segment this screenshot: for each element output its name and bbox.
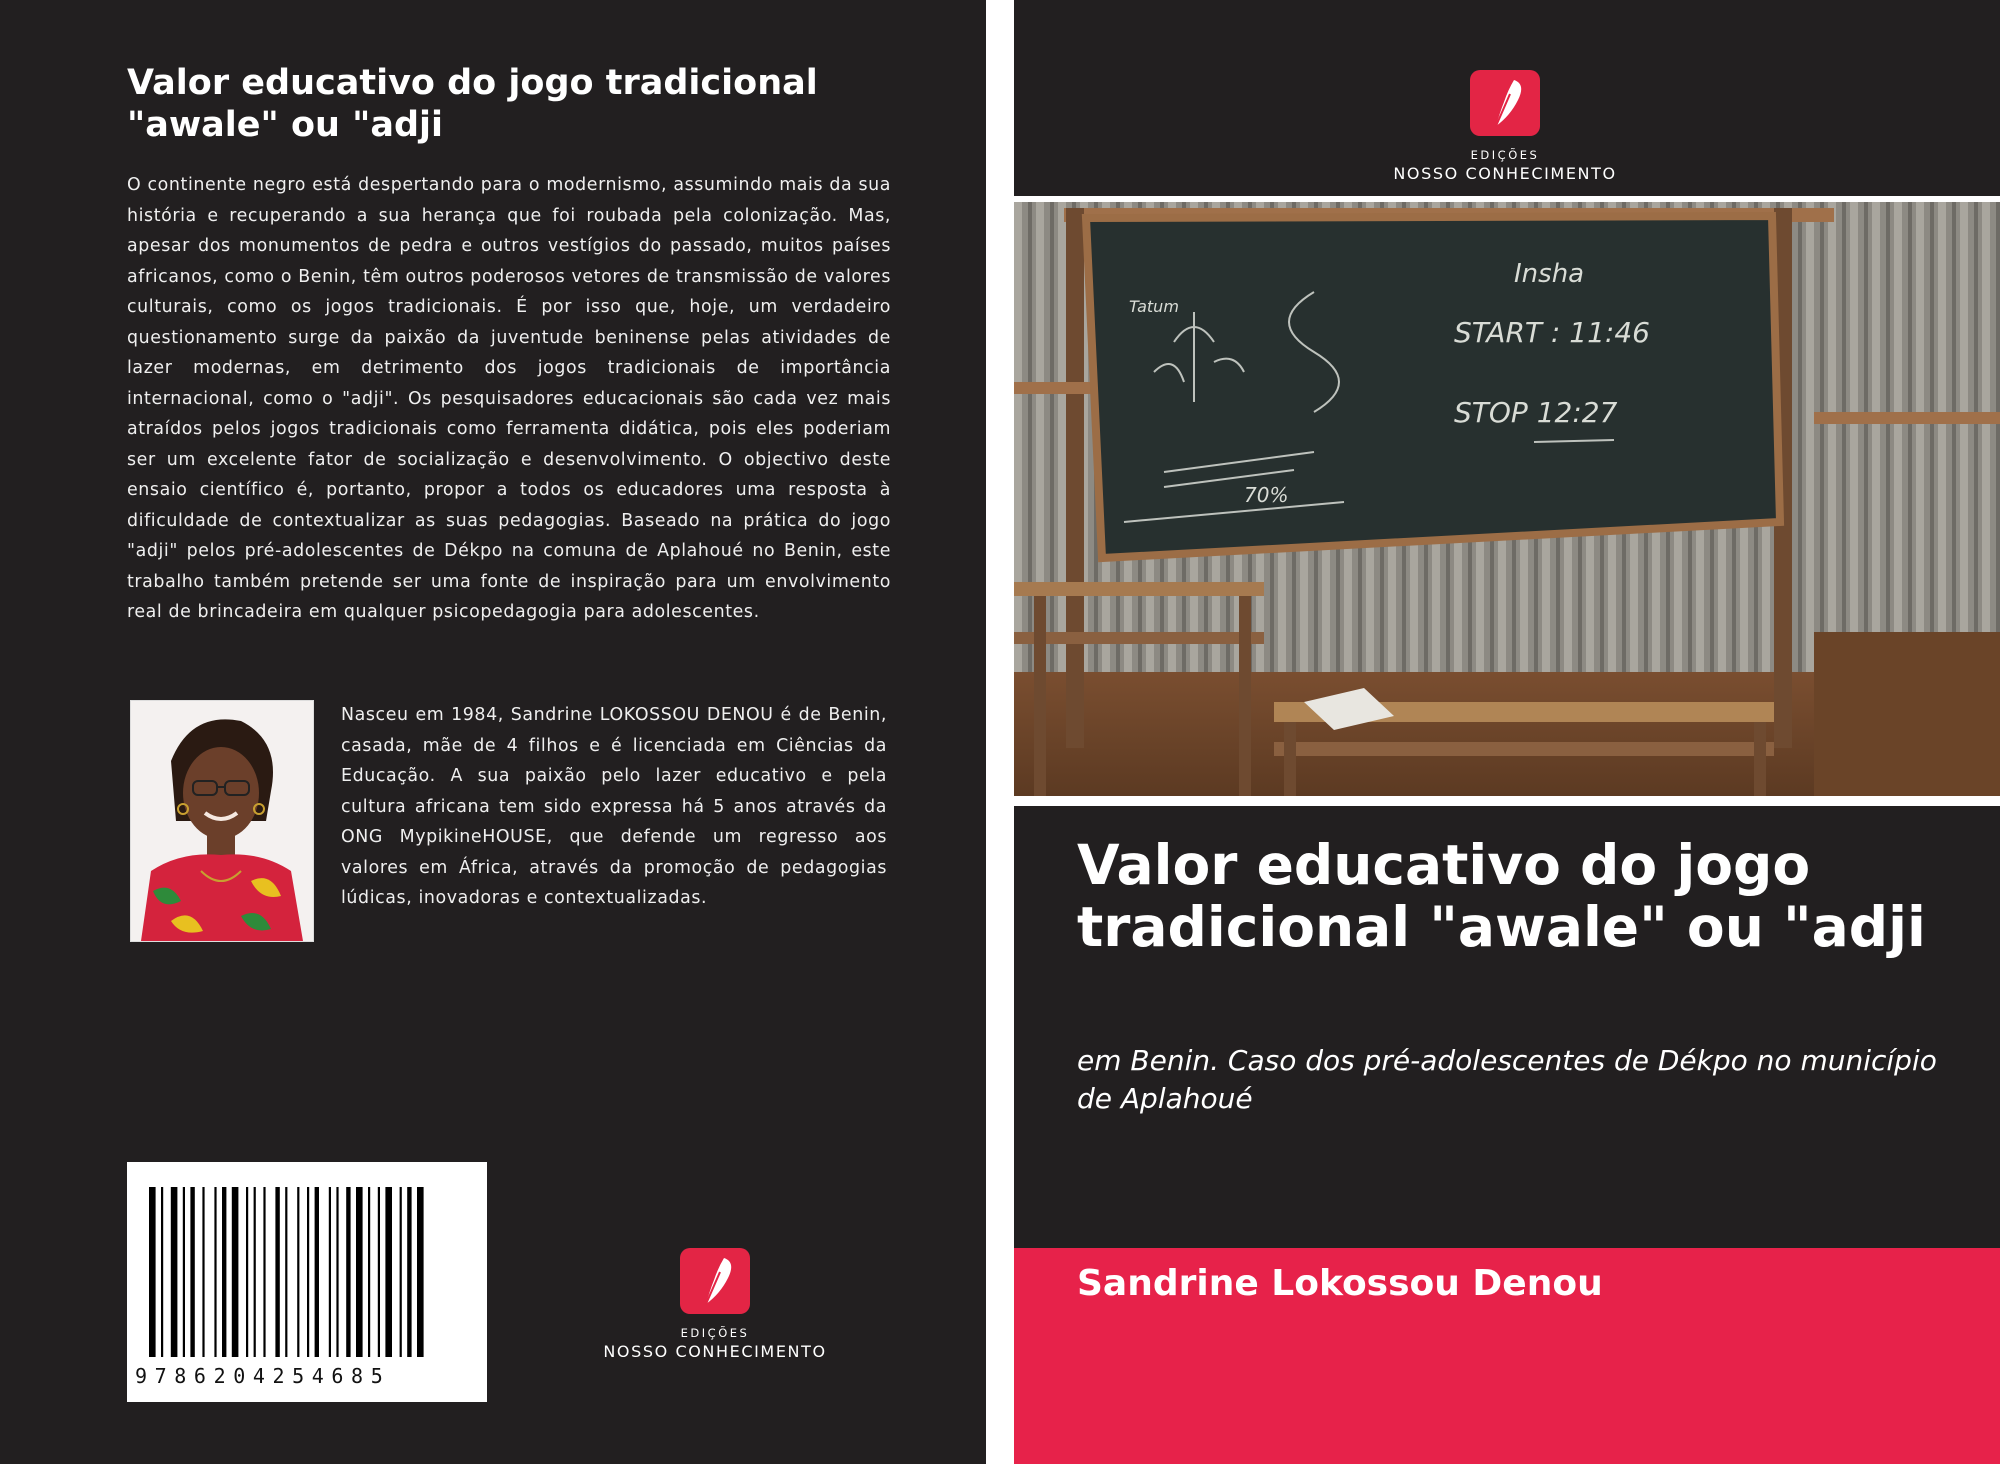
classroom-photo-drawing [1014,202,2000,796]
front-cover-title: Valor educativo do jogo tradicional "awale" ou "adji [1077,833,1926,959]
back-cover-title: Valor educativo do jogo tradicional "awale" ou "adji [127,63,818,145]
back-cover [0,0,986,1464]
barcode-bars [149,1187,465,1357]
publisher-small-label: EDIÇÕES [1470,148,1540,162]
author-band [1014,1248,2000,1464]
author-bio: Nasceu em 1984, Sandrine LOKOSSOU DENOU é de Benin, casada, mãe de 4 filhos e é licenciada em Ciências da Educação. A sua paixão pelo lazer educativo e pela cultura africana tem sido expressa há 5 anos através da ONG MypikineHOUSE, que defende um regresso aos valores em África, através da promoção de pedagogias lúdicas, inovadoras e contextualizadas. [341,705,887,908]
publisher-name: NOSSO CONHECIMENTO [1393,164,1617,183]
front-cover-subtitle: em Benin. Caso dos pré-adolescentes de Dékpo no município de Aplahoué [1077,1044,1937,1115]
front-cover [1014,0,2000,1464]
back-publisher-logo [580,1248,850,1361]
chalk-word-tatum: Tatum [1129,297,1179,316]
publisher-small-label: EDIÇÕES [680,1326,750,1340]
chalk-percent: 70% [1244,483,1289,507]
author-photo [130,700,314,942]
quill-feather-icon [680,1248,750,1314]
quill-feather-icon [1470,70,1540,136]
chalk-word-insha: Insha [1514,259,1585,289]
isbn-number: 9786204254685 [135,1364,391,1388]
classroom-chalkboard-photo [1014,202,2000,796]
photo-border-bottom [1014,796,2000,806]
isbn-barcode [127,1162,487,1402]
spine [986,0,1014,1464]
chalk-start-time: START : 11:46 [1454,316,1650,349]
front-publisher-logo [1360,70,1650,183]
chalk-stop-time: STOP 12:27 [1454,396,1618,429]
publisher-name: NOSSO CONHECIMENTO [603,1342,827,1361]
book-description: O continente negro está despertando para o modernismo, assumindo mais da sua história e recuperando a sua herança que foi roubada pela colonização. Mas, apesar dos monumentos de pedra e outros vestígios do passado, muitos países africanos, como o Benin, têm outros poderosos vetores de transmissão de valores culturais, como os jogos tradicionais. É por isso que, hoje, um verdadeiro questionamento surge da paixão da juventude beninense pelas atividades de lazer modernas, em detrimento dos jogos tradicionais de importância internacional, como o "adji". Os pesquisadores educacionais são cada vez mais atraídos pelos jogos tradicionais como ferramenta didática, pois eles poderiam ser um excelente fator de socialização e desenvolvimento. O objectivo deste ensaio científico é, portanto, propor a todos os educadores uma resposta à dificuldade de contextualizar as suas pedagogias. Baseado na prática do jogo "adji" pelos pré-adolescentes de Dékpo na comuna de Aplahoué no Benin, este trabalho também pretende ser uma fonte de inspiração para um envolvimento real de brincadeira em qualquer psicopedagogia para adolescentes. [127,175,891,622]
author-portrait-image [131,701,313,941]
author-name: Sandrine Lokossou Denou [1077,1263,1603,1304]
